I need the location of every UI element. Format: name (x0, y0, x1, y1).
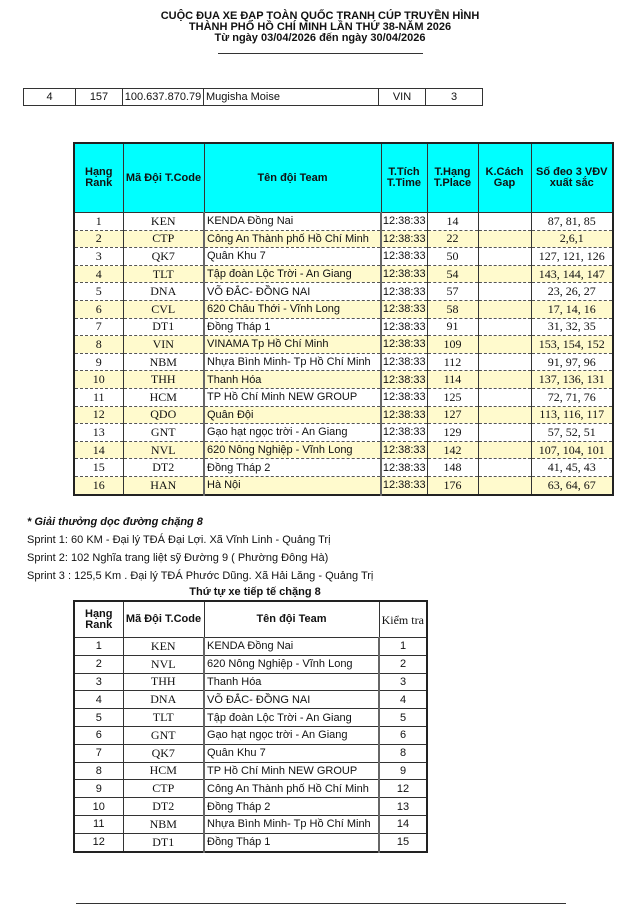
cell-check: 4 (379, 691, 427, 709)
cell-place: 50 (427, 248, 478, 266)
header-rank: Hạng Rank (74, 601, 123, 638)
table-header-row (74, 143, 613, 213)
cell-team: Hà Nội (204, 476, 381, 494)
supply-order-table (73, 600, 428, 853)
cell-team: Thanh Hóa (204, 371, 381, 389)
cell-numbers: 137, 136, 131 (531, 371, 613, 389)
cell-code: KEN (123, 213, 204, 231)
header-time: T.Tích T.Time (381, 143, 427, 213)
cell-time: 12:38:33 (381, 476, 427, 494)
cell-numbers: 72, 71, 76 (531, 388, 613, 406)
cell-code: TLT (123, 709, 204, 727)
table-row (74, 691, 427, 709)
rider-number: 157 (76, 89, 123, 106)
cell-time: 12:38:33 (381, 441, 427, 459)
cell-numbers: 31, 32, 35 (531, 318, 613, 336)
cell-code: GNT (123, 726, 204, 744)
table-row (24, 89, 483, 106)
cell-team: Đồng Tháp 2 (204, 459, 381, 477)
cell-place: 109 (427, 336, 478, 354)
cell-code: DT2 (123, 459, 204, 477)
footer-divider (76, 903, 566, 904)
cell-rank: 15 (74, 459, 123, 477)
cell-numbers: 87, 81, 85 (531, 213, 613, 231)
cell-place: 91 (427, 318, 478, 336)
sprint-3: Sprint 3 : 125,5 Km . Đại lý TĐÁ Phước Dũng. Xã Hải Lăng - Quảng Trị (27, 570, 374, 582)
cell-time: 12:38:33 (381, 371, 427, 389)
cell-time: 12:38:33 (381, 353, 427, 371)
cell-time: 12:38:33 (381, 213, 427, 231)
table-row (74, 655, 427, 673)
header-team: Tên đội Team (204, 143, 381, 213)
cell-rank: 4 (74, 691, 123, 709)
cell-team: Nhựa Bình Minh- Tp Hồ Chí Minh (204, 353, 381, 371)
cell-check: 9 (379, 762, 427, 780)
cell-code: QDO (123, 406, 204, 424)
cell-code: NVL (123, 655, 204, 673)
table-row (74, 744, 427, 762)
cell-rank: 6 (74, 300, 123, 318)
cell-time: 12:38:33 (381, 406, 427, 424)
table-row (74, 283, 613, 301)
cell-rank: 9 (74, 780, 123, 798)
document-date-range: Từ ngày 03/04/2026 đến ngày 30/04/2026 (214, 32, 426, 44)
cell-time: 12:38:33 (381, 388, 427, 406)
table-row (74, 441, 613, 459)
cell-rank: 3 (74, 673, 123, 691)
cell-numbers: 41, 45, 43 (531, 459, 613, 477)
cell-gap (478, 406, 531, 424)
header-code: Mã Đội T.Code (123, 601, 204, 638)
cell-rank: 10 (74, 798, 123, 816)
cell-place: 54 (427, 265, 478, 283)
cell-rank: 2 (74, 655, 123, 673)
cell-check: 3 (379, 673, 427, 691)
cell-rank: 5 (74, 283, 123, 301)
table-row (74, 780, 427, 798)
cell-place: 14 (427, 213, 478, 231)
cell-place: 58 (427, 300, 478, 318)
sprint-2: Sprint 2: 102 Nghĩa trang liệt sỹ Đường 9 ( Phường Đông Hà) (27, 552, 329, 564)
rider-value: 100.637.870.79 (123, 89, 204, 106)
cell-check: 15 (379, 833, 427, 851)
cell-check: 1 (379, 638, 427, 656)
cell-place: 142 (427, 441, 478, 459)
title-divider (218, 53, 423, 54)
cell-code: THH (123, 673, 204, 691)
cell-rank: 16 (74, 476, 123, 494)
table-row (74, 424, 613, 442)
table-row (74, 300, 613, 318)
cell-gap (478, 388, 531, 406)
cell-rank: 8 (74, 762, 123, 780)
cell-code: THH (123, 371, 204, 389)
cell-team: Đồng Tháp 2 (204, 798, 379, 816)
cell-place: 148 (427, 459, 478, 477)
cell-team: TP Hồ Chí Minh NEW GROUP (204, 762, 379, 780)
cell-check: 13 (379, 798, 427, 816)
cell-rank: 9 (74, 353, 123, 371)
cell-rank: 7 (74, 744, 123, 762)
header-gap: K.Cách Gap (478, 143, 531, 213)
cell-team: VINAMA Tp Hồ Chí Minh (204, 336, 381, 354)
cell-code: NBM (123, 353, 204, 371)
table-row (74, 726, 427, 744)
cell-numbers: 107, 104, 101 (531, 441, 613, 459)
cell-code: DT1 (123, 318, 204, 336)
cell-rank: 1 (74, 213, 123, 231)
cell-team: KENDA Đồng Nai (204, 638, 379, 656)
cell-team: Gạo hạt ngọc trời - An Giang (204, 726, 379, 744)
cell-gap (478, 459, 531, 477)
table-row (74, 318, 613, 336)
cell-team: 620 Châu Thới - Vĩnh Long (204, 300, 381, 318)
cell-time: 12:38:33 (381, 318, 427, 336)
cell-numbers: 143, 144, 147 (531, 265, 613, 283)
cell-place: 127 (427, 406, 478, 424)
cell-team: Gạo hạt ngọc trời - An Giang (204, 424, 381, 442)
cell-code: DT2 (123, 798, 204, 816)
cell-team: Công An Thành phố Hồ Chí Minh (204, 230, 381, 248)
table-row (74, 213, 613, 231)
cell-place: 125 (427, 388, 478, 406)
cell-code: HCM (123, 762, 204, 780)
team-ranking-table (73, 142, 614, 496)
cell-gap (478, 213, 531, 231)
table-row (74, 638, 427, 656)
rider-extra: 3 (426, 89, 483, 106)
notes-heading: * Giải thưởng dọc đường chặng 8 (27, 516, 203, 528)
table-row (74, 336, 613, 354)
cell-numbers: 91, 97, 96 (531, 353, 613, 371)
cell-rank: 13 (74, 424, 123, 442)
cell-time: 12:38:33 (381, 459, 427, 477)
header-code: Mã Đội T.Code (123, 143, 204, 213)
header-numbers: Số đeo 3 VĐV xuất sắc (531, 143, 613, 213)
cell-team: Thanh Hóa (204, 673, 379, 691)
cell-rank: 11 (74, 388, 123, 406)
cell-team: KENDA Đồng Nai (204, 213, 381, 231)
cell-check: 5 (379, 709, 427, 727)
cell-code: GNT (123, 424, 204, 442)
table-row (74, 265, 613, 283)
cell-team: Quân Đội (204, 406, 381, 424)
cell-check: 14 (379, 815, 427, 833)
cell-team: Quân Khu 7 (204, 744, 379, 762)
cell-gap (478, 248, 531, 266)
table-header-row (74, 601, 427, 638)
cell-code: QK7 (123, 744, 204, 762)
cell-check: 2 (379, 655, 427, 673)
cell-rank: 4 (74, 265, 123, 283)
cell-time: 12:38:33 (381, 336, 427, 354)
cell-place: 22 (427, 230, 478, 248)
cell-place: 129 (427, 424, 478, 442)
cell-check: 12 (379, 780, 427, 798)
cell-gap (478, 265, 531, 283)
table-row (74, 230, 613, 248)
table-row (74, 476, 613, 494)
cell-team: Đồng Tháp 1 (204, 833, 379, 851)
cell-team: Nhựa Bình Minh- Tp Hồ Chí Minh (204, 815, 379, 833)
cell-place: 57 (427, 283, 478, 301)
cell-rank: 1 (74, 638, 123, 656)
cell-rank: 5 (74, 709, 123, 727)
cell-team: TP Hồ Chí Minh NEW GROUP (204, 388, 381, 406)
cell-code: DNA (123, 283, 204, 301)
cell-team: Tập đoàn Lộc Trời - An Giang (204, 709, 379, 727)
cell-rank: 14 (74, 441, 123, 459)
cell-team: VÕ ĐẮC- ĐỒNG NAI (204, 691, 379, 709)
cell-time: 12:38:33 (381, 248, 427, 266)
cell-rank: 3 (74, 248, 123, 266)
cell-gap (478, 283, 531, 301)
cell-numbers: 17, 14, 16 (531, 300, 613, 318)
cell-rank: 8 (74, 336, 123, 354)
header-team: Tên đội Team (204, 601, 379, 638)
cell-team: Quân Khu 7 (204, 248, 381, 266)
cell-rank: 2 (74, 230, 123, 248)
cell-time: 12:38:33 (381, 283, 427, 301)
rider-team: VIN (379, 89, 426, 106)
cell-team: VÕ ĐẮC- ĐỒNG NAI (204, 283, 381, 301)
cell-rank: 10 (74, 371, 123, 389)
table-row (74, 798, 427, 816)
cell-check: 6 (379, 726, 427, 744)
supply-table-title: Thứ tự xe tiếp tế chặng 8 (189, 586, 321, 598)
cell-code: NBM (123, 815, 204, 833)
rider-rank: 4 (24, 89, 76, 106)
cell-code: HAN (123, 476, 204, 494)
cell-gap (478, 371, 531, 389)
cell-gap (478, 318, 531, 336)
cell-team: Công An Thành phố Hồ Chí Minh (204, 780, 379, 798)
cell-gap (478, 353, 531, 371)
cell-rank: 12 (74, 833, 123, 851)
cell-numbers: 113, 116, 117 (531, 406, 613, 424)
sprint-1: Sprint 1: 60 KM - Đại lý TĐÁ Đại Lợi. Xã Vĩnh Linh - Quảng Trị (27, 534, 331, 546)
table-row (74, 762, 427, 780)
cell-code: VIN (123, 336, 204, 354)
table-row (74, 815, 427, 833)
table-row (74, 388, 613, 406)
cell-numbers: 153, 154, 152 (531, 336, 613, 354)
table-row (74, 709, 427, 727)
cell-place: 114 (427, 371, 478, 389)
table-row (74, 353, 613, 371)
table-row (74, 248, 613, 266)
cell-team: 620 Nông Nghiệp - Vĩnh Long (204, 441, 381, 459)
individual-result-table (23, 88, 483, 106)
cell-team: Đồng Tháp 1 (204, 318, 381, 336)
cell-numbers: 127, 121, 126 (531, 248, 613, 266)
document-title-line1: CUỘC ĐUA XE ĐẠP TOÀN QUỐC TRANH CÚP TRUYỀN HÌNH (160, 10, 480, 22)
cell-code: NVL (123, 441, 204, 459)
cell-code: CTP (123, 780, 204, 798)
table-row (74, 371, 613, 389)
cell-time: 12:38:33 (381, 265, 427, 283)
table-row (74, 406, 613, 424)
cell-code: DNA (123, 691, 204, 709)
table-row (74, 459, 613, 477)
cell-code: KEN (123, 638, 204, 656)
cell-rank: 11 (74, 815, 123, 833)
cell-rank: 7 (74, 318, 123, 336)
cell-time: 12:38:33 (381, 424, 427, 442)
cell-numbers: 23, 26, 27 (531, 283, 613, 301)
cell-gap (478, 300, 531, 318)
cell-team: 620 Nông Nghiệp - Vĩnh Long (204, 655, 379, 673)
header-rank: Hạng Rank (74, 143, 123, 213)
rider-name: Mugisha Moise (204, 89, 379, 106)
cell-place: 176 (427, 476, 478, 494)
cell-rank: 6 (74, 726, 123, 744)
cell-gap (478, 476, 531, 494)
cell-gap (478, 230, 531, 248)
cell-code: DT1 (123, 833, 204, 851)
cell-gap (478, 424, 531, 442)
cell-code: CTP (123, 230, 204, 248)
cell-code: QK7 (123, 248, 204, 266)
cell-code: CVL (123, 300, 204, 318)
table-row (74, 673, 427, 691)
cell-numbers: 57, 52, 51 (531, 424, 613, 442)
document-title-line2: THÀNH PHỐ HỒ CHÍ MINH LẦN THỨ 38-NĂM 2026 (188, 21, 452, 33)
cell-code: HCM (123, 388, 204, 406)
cell-numbers: 2,6,1 (531, 230, 613, 248)
header-check: Kiểm tra (379, 601, 427, 638)
table-row (74, 833, 427, 851)
cell-time: 12:38:33 (381, 230, 427, 248)
sprint-notes (27, 513, 373, 585)
cell-code: TLT (123, 265, 204, 283)
cell-gap (478, 441, 531, 459)
cell-gap (478, 336, 531, 354)
cell-place: 112 (427, 353, 478, 371)
cell-check: 8 (379, 744, 427, 762)
cell-numbers: 63, 64, 67 (531, 476, 613, 494)
cell-rank: 12 (74, 406, 123, 424)
cell-time: 12:38:33 (381, 300, 427, 318)
header-place: T.Hạng T.Place (427, 143, 478, 213)
cell-team: Tập đoàn Lộc Trời - An Giang (204, 265, 381, 283)
